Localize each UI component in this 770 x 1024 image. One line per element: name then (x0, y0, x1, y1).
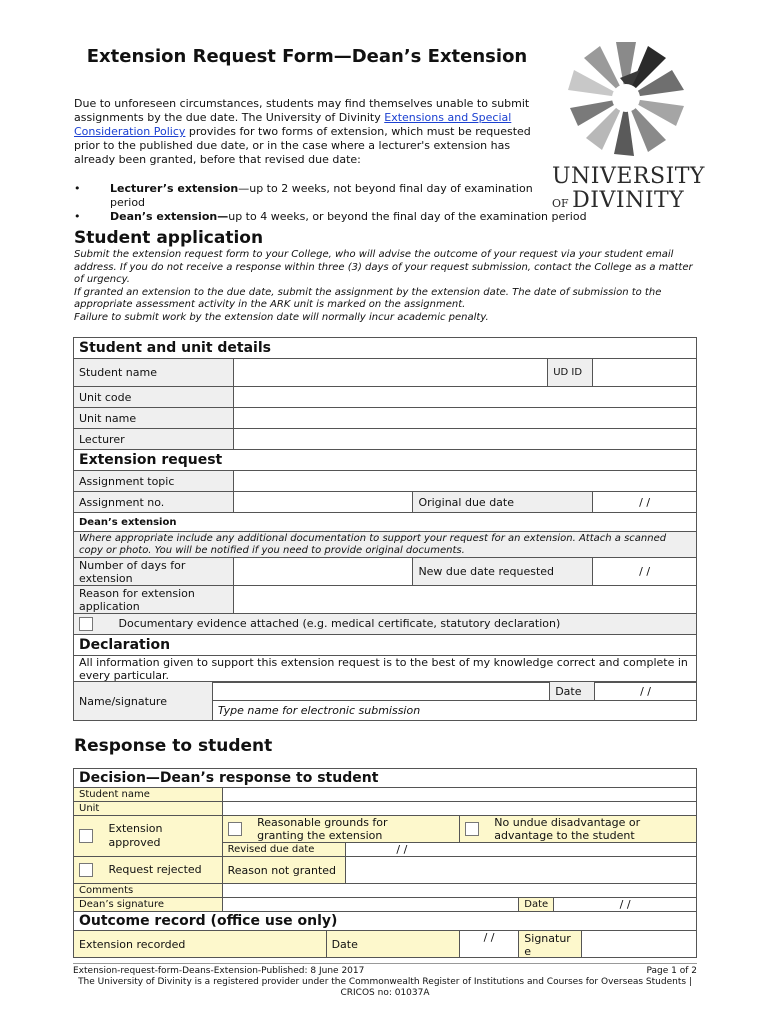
reasonable-grounds-cell (222, 816, 459, 843)
extension-request-heading: Extension request (74, 450, 697, 471)
response-table (73, 768, 697, 958)
policy-link[interactable]: Extensions and Special Consideration Policy (74, 111, 512, 138)
signature-table (73, 681, 697, 721)
reason-input[interactable] (233, 586, 696, 614)
reasonable-grounds-checkbox[interactable] (228, 822, 242, 836)
student-name-input[interactable] (233, 359, 547, 387)
ud-id-input[interactable] (593, 359, 697, 387)
name-signature-label: Name/signature (74, 682, 213, 721)
intro-text: Due to unforeseen circumstances, students may find themselves unable to submit assignments by the due date. The University of Divinity (74, 97, 530, 124)
extension-approved-cell (74, 816, 223, 857)
unit-code-input[interactable] (233, 387, 696, 408)
outcome-signature-input[interactable] (582, 931, 696, 957)
declaration-date-input[interactable]: / / (595, 682, 697, 701)
assignment-no-input[interactable] (233, 492, 413, 513)
comments-label: Comments (74, 884, 223, 898)
lecturer-input[interactable] (233, 429, 696, 450)
logo-divinity: DIVINITY (572, 188, 685, 213)
response-heading: Response to student (74, 736, 273, 756)
deans-signature-label: Dean’s signature (74, 898, 223, 912)
no-undue-checkbox[interactable] (465, 822, 479, 836)
outcome-heading: Outcome record (office use only) (74, 912, 697, 931)
deans-signature-input[interactable] (222, 898, 519, 912)
comments-input[interactable] (222, 884, 696, 898)
student-form-table (73, 337, 697, 683)
request-rejected-checkbox[interactable] (79, 863, 93, 877)
student-name-label: Student name (74, 359, 234, 387)
unit-name-input[interactable] (233, 408, 696, 429)
decision-heading: Decision—Dean’s response to student (74, 769, 697, 788)
original-due-date-label: Original due date (413, 492, 593, 513)
extension-recorded-label: Extension recorded (74, 931, 327, 958)
logo-line-2 (552, 188, 684, 213)
assignment-topic-label: Assignment topic (74, 471, 234, 492)
no-undue-label: No undue disadvantage or advantage to the student (494, 816, 641, 842)
number-of-days-input[interactable] (233, 558, 413, 586)
number-of-days-label: Number of days for extension (74, 558, 234, 586)
resp-student-name-label: Student name (74, 788, 223, 802)
resp-unit-input[interactable] (222, 802, 696, 816)
unit-code-label: Unit code (74, 387, 234, 408)
unit-name-label: Unit name (74, 408, 234, 429)
outcome-date-text: Date (331, 937, 358, 951)
deans-extension-label: Dean’s extension (74, 513, 697, 532)
no-undue-cell (459, 816, 696, 843)
documentary-evidence-label: Documentary evidence attached (e.g. medical certificate, statutory declaration) (118, 617, 561, 630)
footer-rule (73, 963, 697, 964)
lecturer-label: Lecturer (74, 429, 234, 450)
declaration-heading: Declaration (74, 635, 697, 656)
intro-text-2: provides for two forms of extension, which must be requested prior to the published due date, or in the case where a lecturer's extension has already been granted, before that revised due date: (74, 125, 531, 166)
documentary-evidence-checkbox[interactable] (79, 617, 93, 631)
resp-date-label: Date (519, 898, 554, 912)
intro-paragraph (74, 97, 544, 167)
student-application-text (74, 249, 694, 324)
outcome-date-input[interactable]: / / (459, 931, 519, 958)
resp-date-input[interactable]: / / (554, 898, 697, 912)
resp-student-name-input[interactable] (222, 788, 696, 802)
request-rejected-label: Request rejected (108, 863, 202, 876)
resp-unit-label: Unit (74, 802, 223, 816)
form-title: Extension Request Form—Dean’s Extension (86, 46, 528, 67)
bullet-text: —up to 2 weeks, not beyond final day of examination period (110, 182, 533, 209)
instructions-p2: If granted an extension to the due date, submit the assignment by the extension date. The date of submission to the appropriate assessment activity in the ARK unit is marked on the assignment. (74, 286, 662, 310)
outcome-signature-label: Signature (519, 931, 582, 957)
instructions-p3: Failure to submit work by the extension date will normally incur academic penalty. (74, 311, 489, 323)
outcome-date-label (326, 931, 459, 958)
instructions-p1: Submit the extension request form to your College, who will advise the outcome of your request via your student email address. If you do not receive a response within three (3) days of your request submission, contact the College as a matter of urgency. (74, 249, 693, 285)
bullet-bold: Lecturer’s extension (110, 182, 239, 195)
revised-due-date-input[interactable]: / / (346, 843, 697, 857)
student-application-heading: Student application (74, 228, 264, 248)
logo-of: OF (552, 197, 569, 210)
outcome-signature-cell (519, 931, 697, 958)
footer-left: Extension-request-form-Deans-Extension-Published: 8 June 2017 (73, 966, 365, 976)
original-due-date-input[interactable]: / / (593, 492, 697, 513)
reasonable-grounds-label: Reasonable grounds for granting the extension (257, 816, 388, 842)
footer-cricos: The University of Divinity is a registered provider under the Commonwealth Register of Institutions and Courses for Overseas Students | CRICOS no: 01037A (78, 977, 692, 998)
request-rejected-cell (74, 857, 223, 884)
type-name-hint: Type name for electronic submission (212, 701, 696, 721)
reason-label: Reason for extension application (74, 586, 234, 614)
documentary-evidence-row (74, 614, 697, 635)
extension-approved-label: Extension approved (108, 822, 163, 849)
star-logo-icon (548, 38, 704, 164)
university-logo (548, 38, 705, 213)
footer-page: Page 1 of 2 (646, 966, 697, 976)
reason-not-granted-input[interactable] (346, 857, 697, 884)
name-signature-input[interactable] (212, 682, 549, 701)
bullet-bold: Dean’s extension— (110, 210, 229, 223)
deans-extension-note: Where appropriate include any additional documentation to support your request for an extension. Attach a scanned copy or photo. You will be notified if you need to provide original documents. (74, 532, 697, 558)
extension-approved-checkbox[interactable] (79, 829, 93, 843)
declaration-date-label: Date (550, 682, 595, 701)
bullet-lecturer-extension (74, 182, 560, 210)
declaration-text: All information given to support this extension request is to the best of my knowledge correct and complete in every particular. (74, 656, 697, 683)
logo-line-1: UNIVERSITY (552, 164, 705, 189)
new-due-date-input[interactable]: / / (593, 558, 697, 586)
student-unit-heading: Student and unit details (74, 338, 697, 359)
revised-due-date-label: Revised due date (222, 843, 346, 857)
ud-id-label: UD ID (548, 359, 593, 387)
assignment-topic-input[interactable] (233, 471, 696, 492)
new-due-date-label: New due date requested (413, 558, 593, 586)
reason-not-granted-label: Reason not granted (222, 857, 346, 884)
bullet-text: up to 4 weeks, or beyond the final day of the examination period (228, 210, 587, 223)
assignment-no-label: Assignment no. (74, 492, 234, 513)
